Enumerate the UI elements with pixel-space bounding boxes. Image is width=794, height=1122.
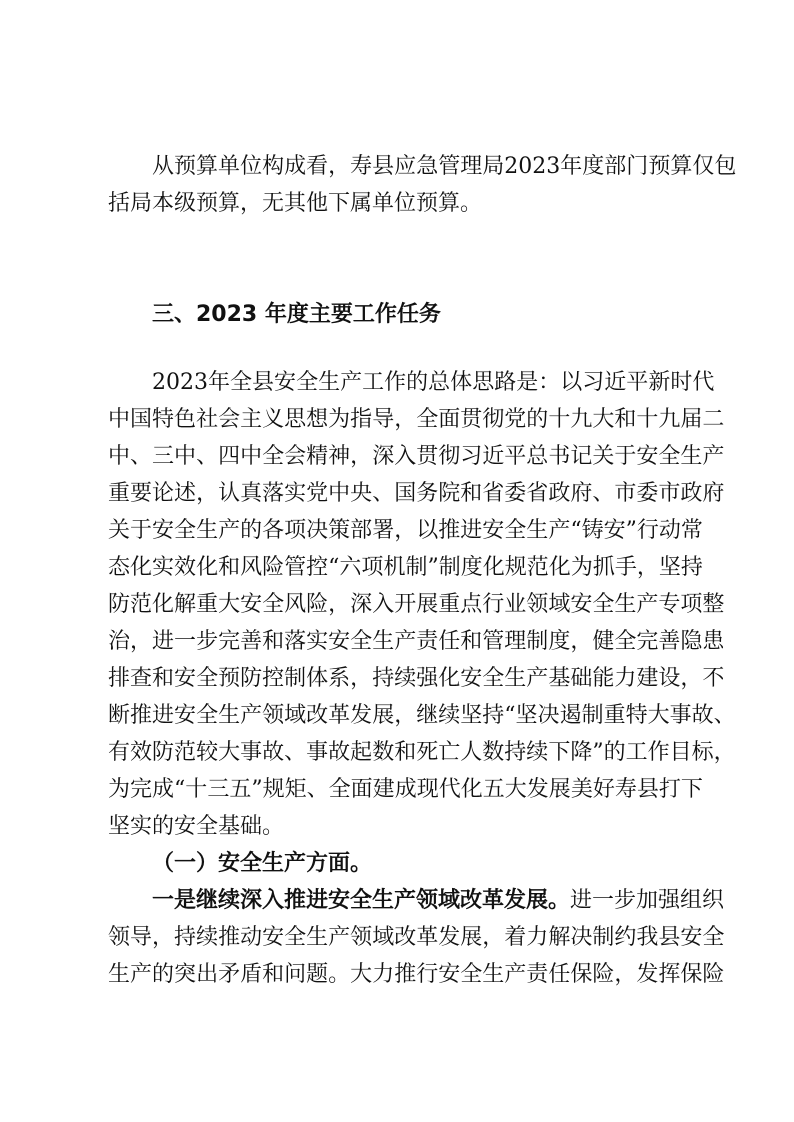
text-line-lead: [108, 882, 725, 919]
text-line: 括局本级预算，无其他下属单位预算。: [108, 191, 483, 216]
text-line: 有 效 防 范 较 大 事 故 、 事 故 起 数 和 死 亡 人 数 持 续 下 降 ” 的 工 作 目 标 ，: [108, 740, 736, 765]
text-line: 关 于 安 全 生 产 的 各 项 决 策 部 署 ， 以 推 进 安 全 生 产 “ 铸 安 ” 行 动 常: [108, 518, 703, 543]
text-line: 坚实的安全基础。: [108, 814, 285, 839]
subsection-heading: （一）安全生产方面。: [152, 851, 373, 876]
text-line: 为 完 成 “ 十 三 五 ” 规 矩 、 全 面 建 成 现 代 化 五 大 发 展 美 好 寿 县 打 下: [108, 777, 703, 802]
text-line: 排 查 和 安 全 预 防 控 制 体 系 ， 持 续 强 化 安 全 生 产 基 础 能 力 建 设 ， 不: [108, 666, 725, 691]
text-line: 生 产 的 突 出 矛 盾 和 问 题 。 大 力 推 行 安 全 生 产 责 任 保 险 ， 发 挥 保 险: [108, 962, 725, 987]
lead-rest: 进一步加强组织: [570, 888, 725, 913]
paragraph-budget-units: [108, 148, 737, 222]
text-line: 断 推 进 安 全 生 产 领 域 改 革 发 展 ， 继 续 坚 持 “ 坚 决 遏 制 重 特 大 事 故 、: [108, 703, 736, 728]
text-line: 治 ， 进 一 步 完 善 和 落 实 安 全 生 产 责 任 和 管 理 制 度 ， 健 全 完 善 隐 患: [108, 629, 725, 654]
text-line: 防 范 化 解 重 大 安 全 风 险 ， 深 入 开 展 重 点 行 业 领 域 安 全 生 产 专 项 整: [108, 592, 725, 617]
text-line: 重 要 论 述 ， 认 真 落 实 党 中 央 、 国 务 院 和 省 委 省 政 府 、 市 委 市 政 府: [108, 481, 725, 506]
text-line: 2 0 2 3 年 全 县 安 全 生 产 工 作 的 总 体 思 路 是 ： 以 习 近 平 新 时 代: [152, 370, 715, 395]
text-line: 从 预 算 单 位 构 成 看 ， 寿 县 应 急 管 理 局 2 0 2 3 年 度 部 门 预 算 仅 包: [152, 154, 737, 179]
text-line: 领 导 ， 持 续 推 动 安 全 生 产 领 域 改 革 发 展 ， 着 力 解 决 制 约 我 县 安 全: [108, 925, 725, 950]
text-line: 态 化 实 效 化 和 风 险 管 控 “ 六 项 机 制 ” 制 度 化 规 范 化 为 抓 手 ， 坚 持: [108, 555, 703, 580]
paragraph-overall-approach: [108, 364, 736, 993]
section-heading: 三、2023 年度主要工作任务: [152, 302, 441, 327]
text-line: 中 国 特 色 社 会 主 义 思 想 为 指 导 ， 全 面 贯 彻 党 的 十 九 大 和 十 九 届 二: [108, 407, 725, 432]
text-line: 中 、 三 中 、 四 中 全 会 精 神 ， 深 入 贯 彻 习 近 平 总 书 记 关 于 安 全 生 产: [108, 444, 725, 469]
lead-phrase: 一是继续深入推进安全生产领域改革发展。: [152, 888, 571, 913]
